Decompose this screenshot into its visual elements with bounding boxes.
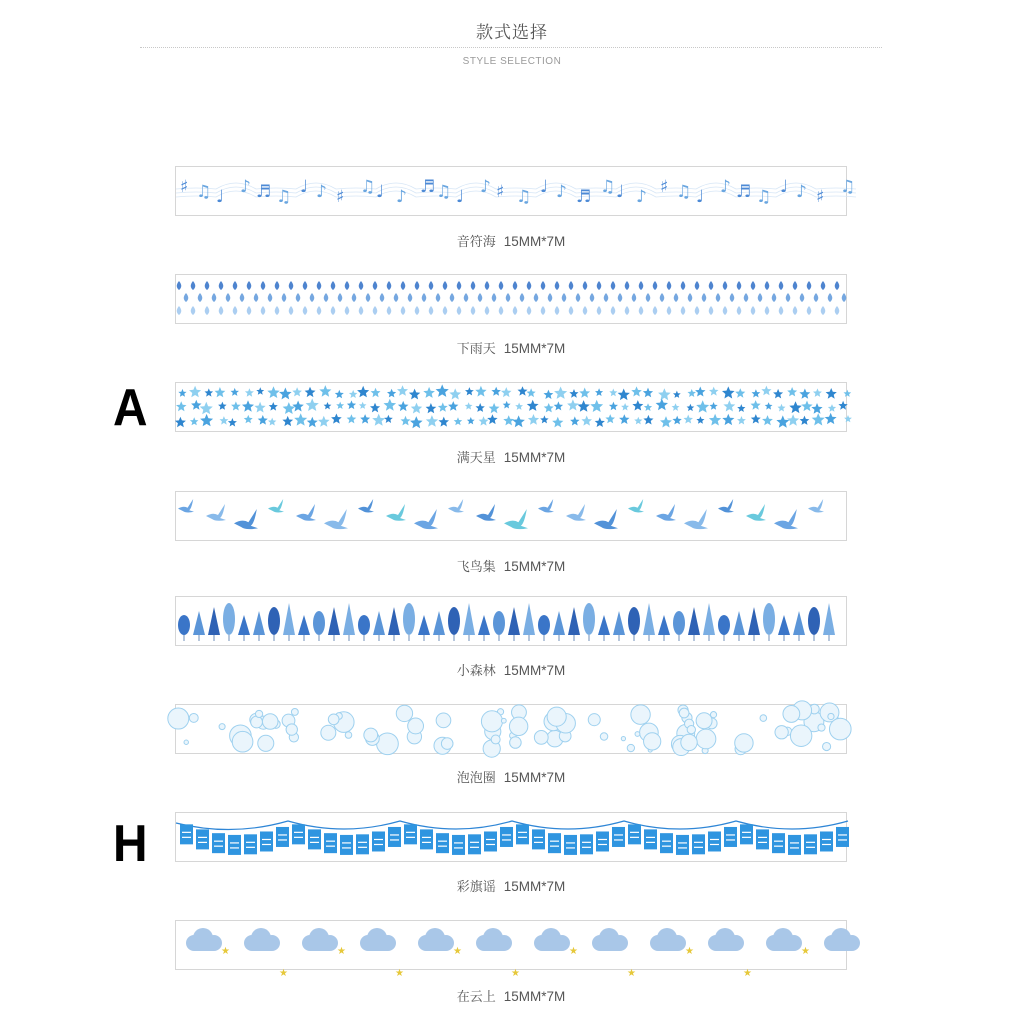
svg-text:★: ★: [453, 946, 462, 958]
svg-text:★: ★: [511, 968, 520, 980]
svg-text:♪: ♪: [240, 177, 251, 197]
svg-text:♪: ♪: [636, 187, 647, 207]
style-name: 在云上: [456, 990, 496, 1005]
svg-text:♯: ♯: [336, 187, 345, 207]
header-subtitle: STYLE SELECTION: [462, 56, 562, 67]
svg-text:♫: ♫: [360, 177, 376, 197]
tape-sample-trees[interactable]: [175, 596, 847, 646]
svg-text:★: ★: [743, 968, 752, 980]
bubbles-pattern: [176, 705, 848, 755]
caption-trees: [175, 660, 847, 679]
tape-sample-stars[interactable]: [175, 382, 847, 432]
style-size: 15MM*7M: [503, 559, 566, 574]
svg-text:♪: ♪: [556, 182, 567, 202]
svg-text:♩: ♩: [696, 187, 705, 207]
svg-text:♪: ♪: [396, 187, 407, 207]
svg-text:★: ★: [801, 946, 810, 958]
svg-text:♯: ♯: [816, 187, 825, 207]
svg-text:♫: ♫: [516, 187, 532, 207]
svg-text:♫: ♫: [436, 182, 452, 202]
caption-bunting-flags: [175, 876, 847, 895]
svg-text:★: ★: [395, 968, 404, 980]
tape-sample-raindrops[interactable]: [175, 274, 847, 324]
svg-text:♩: ♩: [456, 187, 465, 207]
svg-text:★: ★: [337, 946, 346, 958]
svg-text:♩: ♩: [780, 177, 789, 197]
svg-text:♩: ♩: [616, 182, 625, 202]
svg-text:♫: ♫: [196, 182, 212, 202]
svg-text:♪: ♪: [720, 177, 731, 197]
svg-text:★: ★: [685, 946, 694, 958]
caption-music-notes: [175, 231, 847, 250]
style-name: 彩旗谣: [456, 880, 496, 895]
tape-sample-clouds-stars[interactable]: [175, 920, 847, 980]
style-size: 15MM*7M: [503, 234, 566, 249]
svg-text:★: ★: [221, 946, 230, 958]
raindrops-pattern: [176, 275, 848, 325]
caption-stars: [175, 447, 847, 466]
style-name: 音符海: [456, 235, 496, 250]
svg-text:★: ★: [279, 968, 288, 980]
tape-sample-bunting-flags[interactable]: [175, 812, 847, 862]
style-name: 小森林: [456, 664, 496, 679]
svg-text:♬: ♬: [420, 177, 436, 197]
style-size: 15MM*7M: [503, 450, 566, 465]
svg-text:♩: ♩: [300, 177, 309, 197]
tape-sample-birds[interactable]: [175, 491, 847, 541]
svg-text:♪: ♪: [796, 182, 807, 202]
caption-birds: [175, 556, 847, 575]
trees-pattern: [176, 597, 848, 647]
style-size: 15MM*7M: [503, 341, 566, 356]
header-title: 款式选择: [476, 23, 548, 43]
svg-text:♬: ♬: [736, 182, 752, 202]
style-name: 飞鸟集: [456, 560, 496, 575]
svg-text:★: ★: [627, 968, 636, 980]
svg-text:♪: ♪: [316, 182, 327, 202]
style-name: 泡泡圈: [456, 771, 496, 786]
caption-raindrops: [175, 338, 847, 357]
svg-text:♬: ♬: [256, 182, 272, 202]
style-size: 15MM*7M: [503, 989, 566, 1004]
group-label-h: H: [113, 815, 148, 873]
style-size: 15MM*7M: [503, 663, 566, 678]
svg-text:♫: ♫: [600, 177, 616, 197]
caption-clouds-stars: [175, 986, 847, 1005]
svg-text:♫: ♫: [756, 187, 772, 207]
bunting-flags-pattern: [176, 813, 848, 863]
svg-text:♯: ♯: [496, 182, 505, 202]
tape-sample-music-notes[interactable]: [175, 166, 856, 216]
caption-bubbles: [175, 767, 847, 786]
birds-pattern: [176, 492, 848, 542]
svg-text:♩: ♩: [540, 177, 549, 197]
music-notes-pattern: [176, 167, 856, 217]
svg-text:♬: ♬: [576, 187, 592, 207]
clouds-stars-pattern: [176, 921, 848, 980]
style-name: 下雨天: [456, 342, 496, 357]
svg-text:♯: ♯: [180, 177, 189, 197]
svg-text:♫: ♫: [276, 187, 292, 207]
style-name: 满天星: [456, 451, 496, 466]
svg-text:★: ★: [569, 946, 578, 958]
svg-text:♯: ♯: [660, 177, 669, 197]
header-divider: [140, 47, 882, 48]
group-label-a: A: [113, 379, 148, 437]
tape-sample-bubbles[interactable]: [175, 704, 847, 754]
svg-text:♩: ♩: [376, 182, 385, 202]
style-size: 15MM*7M: [503, 879, 566, 894]
svg-text:♩: ♩: [216, 187, 225, 207]
svg-text:♪: ♪: [480, 177, 491, 197]
svg-text:♫: ♫: [840, 177, 856, 197]
stars-pattern: [176, 383, 848, 433]
style-size: 15MM*7M: [503, 770, 566, 785]
svg-text:♫: ♫: [676, 182, 692, 202]
